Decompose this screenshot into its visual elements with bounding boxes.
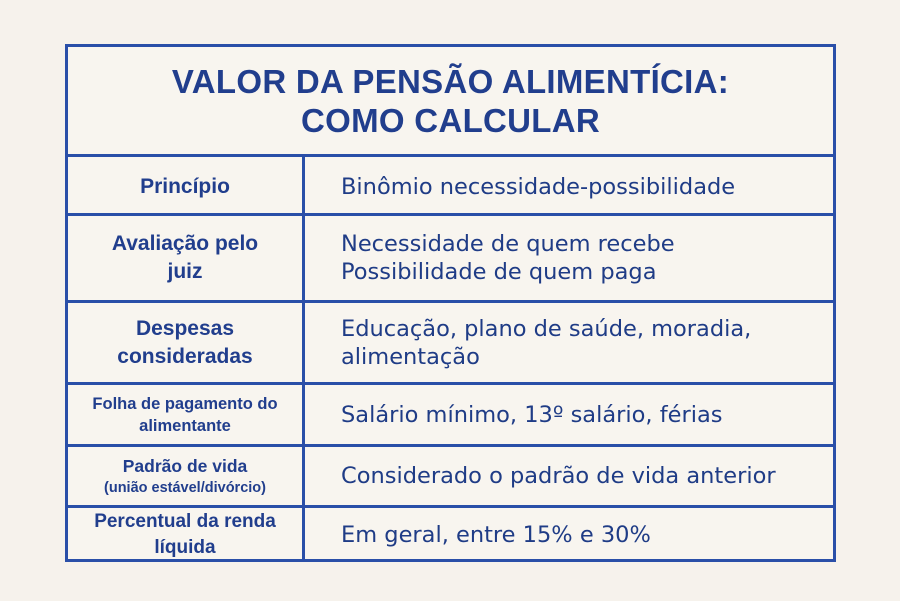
row-value-cell — [305, 447, 833, 505]
row-label-cell — [68, 447, 305, 505]
row-value-line: Considerado o padrão de vida anterior — [341, 463, 776, 489]
table-row-avaliacao — [68, 213, 833, 300]
row-label: Folha de pagamento do alimentante — [92, 394, 278, 435]
table-row-percentual — [68, 505, 833, 562]
row-label-cell — [68, 303, 305, 382]
row-label: Percentual da renda líquida — [94, 511, 276, 558]
title-line-1: VALOR DA PENSÃO ALIMENTÍCIA: — [171, 62, 730, 100]
row-label: Avaliação pelo juiz — [111, 232, 259, 283]
title-line-2: COMO CALCULAR — [300, 101, 601, 139]
row-label-cell — [68, 508, 305, 562]
row-value-cell — [305, 216, 833, 300]
row-value-line: Educação, plano de saúde, moradia, — [341, 315, 752, 342]
row-label: Padrão de vida — [122, 455, 248, 476]
row-value-line: Em geral, entre 15% e 30% — [341, 522, 651, 548]
table-title — [68, 47, 833, 157]
row-value-cell — [305, 385, 833, 444]
row-value-line: Possibilidade de quem paga — [341, 259, 657, 285]
row-value-cell — [305, 508, 833, 562]
table-row-folha — [68, 382, 833, 444]
table-row-principio — [68, 157, 833, 216]
table-row-despesas — [68, 300, 833, 382]
pension-table — [65, 44, 836, 562]
row-value-line: Salário mínimo, 13º salário, férias — [341, 401, 723, 428]
row-value-line: Binômio necessidade-possibilidade — [341, 173, 736, 200]
row-label: Despesas consideradas — [117, 316, 253, 368]
row-value-line: Necessidade de quem recebe — [341, 231, 675, 257]
row-label: Princípio — [140, 174, 230, 198]
row-label-cell — [68, 157, 305, 216]
row-value-cell — [305, 157, 833, 216]
row-value-cell — [305, 303, 833, 382]
row-sublabel: (união estável/divórcio) — [104, 479, 266, 496]
row-label-cell — [68, 216, 305, 300]
row-label-cell — [68, 385, 305, 444]
row-value-line: alimentação — [341, 343, 480, 370]
table-row-padrao — [68, 444, 833, 505]
